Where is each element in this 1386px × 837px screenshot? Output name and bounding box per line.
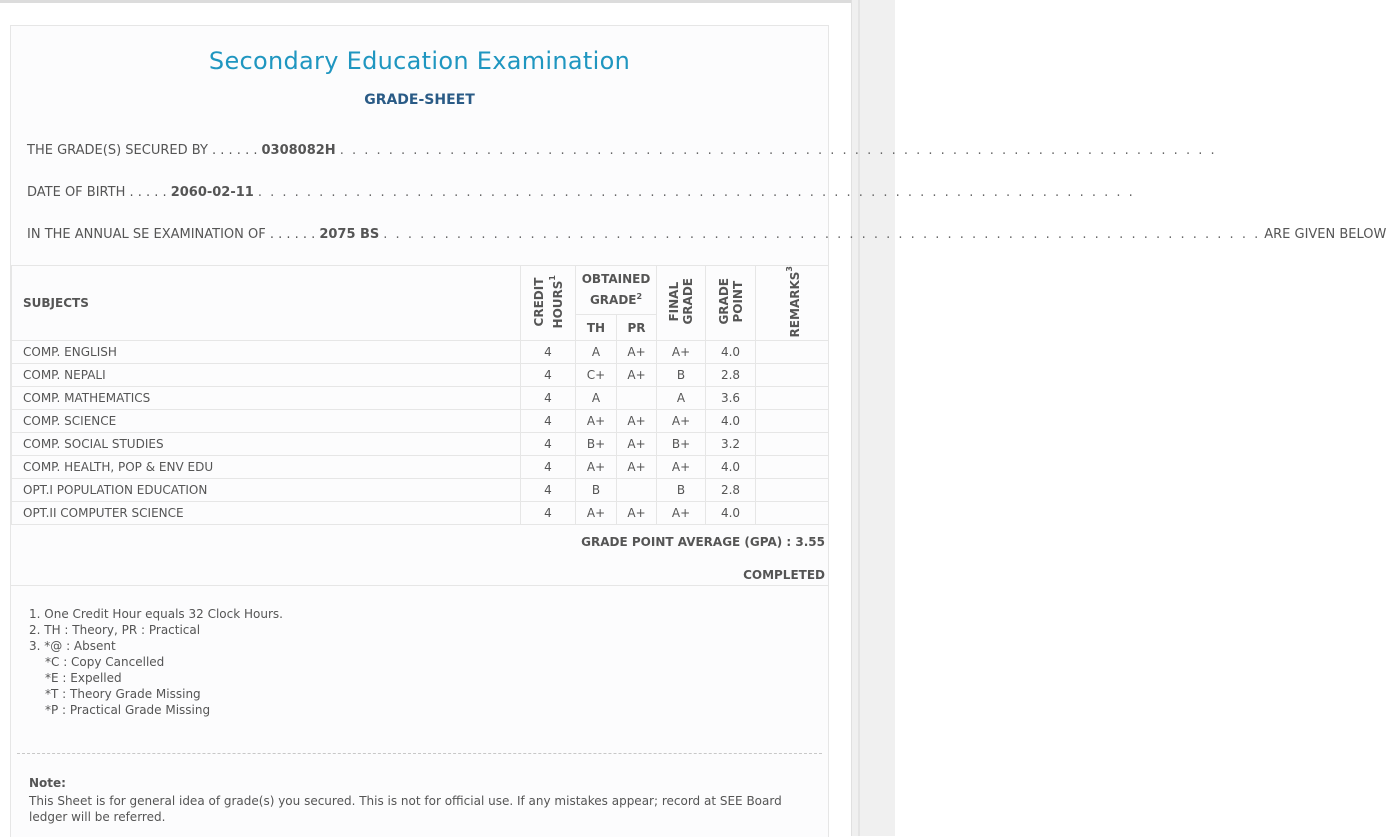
table-row — [12, 387, 829, 410]
pr-grade-cell: A+ — [617, 341, 657, 364]
credit-cell: 4 — [521, 410, 576, 433]
subject-cell: OPT.II COMPUTER SCIENCE — [12, 502, 521, 525]
pr-grade-cell — [617, 387, 657, 410]
pr-grade-cell: A+ — [617, 456, 657, 479]
subject-cell: COMP. MATHEMATICS — [12, 387, 521, 410]
grades-table — [11, 265, 829, 525]
grade-point-cell: 3.2 — [706, 433, 756, 456]
subject-cell: COMP. SCIENCE — [12, 410, 521, 433]
dob-value: 2060-02-11 — [170, 185, 254, 200]
subject-cell: COMP. HEALTH, POP & ENV EDU — [12, 456, 521, 479]
table-row — [12, 502, 829, 525]
pr-grade-cell: A+ — [617, 364, 657, 387]
secured-by-label: THE GRADE(S) SECURED BY . . . . . . — [27, 143, 258, 158]
grade-sheet-heading: GRADE-SHEET — [364, 92, 475, 108]
remarks-cell — [756, 341, 829, 364]
grade-sheet — [10, 25, 1386, 837]
pr-grade-cell: A+ — [617, 433, 657, 456]
grade-point-cell: 2.8 — [706, 479, 756, 502]
col-pr: PR — [617, 314, 657, 341]
final-grade-cell: B — [657, 479, 706, 502]
col-subjects: SUBJECTS — [12, 266, 521, 341]
scrollbar-line — [858, 0, 860, 836]
footnotes — [29, 606, 283, 718]
gpa-summary: GRADE POINT AVERAGE (GPA) : 3.55 — [581, 535, 825, 549]
grade-point-cell: 2.8 — [706, 364, 756, 387]
footnote: 3. *@ : Absent — [29, 639, 116, 653]
page — [0, 3, 1386, 836]
final-grade-cell: A+ — [657, 410, 706, 433]
subject-cell: COMP. NEPALI — [12, 364, 521, 387]
table-row — [12, 433, 829, 456]
secured-by-line — [27, 143, 1217, 158]
remarks-cell — [756, 364, 829, 387]
final-grade-cell: B — [657, 364, 706, 387]
pr-grade-cell: A+ — [617, 502, 657, 525]
grade-point-cell: 4.0 — [706, 502, 756, 525]
th-grade-cell: B+ — [576, 433, 617, 456]
grade-point-cell: 3.6 — [706, 387, 756, 410]
th-grade-cell: A — [576, 341, 617, 364]
table-row — [12, 410, 829, 433]
dob-label: DATE OF BIRTH . . . . . — [27, 185, 167, 200]
dashed-divider — [17, 753, 822, 754]
footnote: *C : Copy Cancelled — [45, 655, 165, 669]
pr-grade-cell — [617, 479, 657, 502]
credit-cell: 4 — [521, 341, 576, 364]
table-row — [12, 364, 829, 387]
final-grade-cell: A+ — [657, 502, 706, 525]
dob-line — [27, 185, 1135, 200]
grade-point-cell: 4.0 — [706, 410, 756, 433]
col-credit-hours: CREDIT HOURS$^1$ — [521, 266, 576, 341]
note-text: This Sheet is for general idea of grade(s) you secured. This is not for official use. If any mistakes appear; record at SEE Board ledger will be referred. — [29, 794, 782, 824]
exam-label: IN THE ANNUAL SE EXAMINATION OF . . . . . . — [27, 227, 316, 242]
credit-cell: 4 — [521, 433, 576, 456]
exam-year: 2075 BS — [319, 227, 380, 242]
th-grade-cell: A+ — [576, 456, 617, 479]
th-grade-cell: B — [576, 479, 617, 502]
final-grade-cell: A+ — [657, 341, 706, 364]
table-row — [12, 479, 829, 502]
symbol-number: 0308082H — [261, 143, 336, 158]
th-grade-cell: C+ — [576, 364, 617, 387]
col-grade-point: GRADE POINT — [706, 266, 756, 341]
credit-cell: 4 — [521, 364, 576, 387]
note-title: Note: — [29, 776, 66, 790]
final-grade-cell: A — [657, 387, 706, 410]
th-grade-cell: A+ — [576, 410, 617, 433]
table-row — [12, 341, 829, 364]
exam-title: Secondary Education Examination — [208, 47, 631, 75]
subject-cell: COMP. ENGLISH — [12, 341, 521, 364]
footnote: 1. One Credit Hour equals 32 Clock Hours. — [29, 607, 283, 621]
col-obtained-grade: OBTAINED GRADE$^2$ — [576, 266, 657, 315]
remarks-cell — [756, 387, 829, 410]
footnote: *E : Expelled — [45, 671, 122, 685]
remarks-cell — [756, 433, 829, 456]
credit-cell: 4 — [521, 387, 576, 410]
credit-cell: 4 — [521, 479, 576, 502]
col-th: TH — [576, 314, 617, 341]
grade-point-cell: 4.0 — [706, 341, 756, 364]
exam-line — [27, 227, 1386, 242]
remarks-cell — [756, 479, 829, 502]
section-divider — [11, 585, 828, 586]
subject-cell: COMP. SOCIAL STUDIES — [12, 433, 521, 456]
credit-cell: 4 — [521, 502, 576, 525]
exam-tail: ARE GIVEN BELOW — [1264, 227, 1386, 242]
remarks-cell — [756, 410, 829, 433]
th-grade-cell: A+ — [576, 502, 617, 525]
dotted-leader: . . . . . . . . . . . . . . . . . . . . . . . . . . . . . . . . . . . . . . . . . . . . . . . . . . . . . . . . . . . . . . . . . . . . . . . . — [383, 227, 1261, 242]
scrollbar-track[interactable] — [851, 0, 895, 836]
final-grade-cell: B+ — [657, 433, 706, 456]
dotted-leader: . . . . . . . . . . . . . . . . . . . . . . . . . . . . . . . . . . . . . . . . . . . . . . . . . . . . . . . . . . . . . . . . . . . . . . . . — [257, 185, 1135, 200]
th-grade-cell: A — [576, 387, 617, 410]
footnote: *T : Theory Grade Missing — [45, 687, 201, 701]
col-final-grade: FINAL GRADE — [657, 266, 706, 341]
subject-cell: OPT.I POPULATION EDUCATION — [12, 479, 521, 502]
result-status: COMPLETED — [743, 568, 825, 582]
remarks-cell — [756, 502, 829, 525]
credit-cell: 4 — [521, 456, 576, 479]
footnote: *P : Practical Grade Missing — [45, 703, 211, 717]
table-row — [12, 456, 829, 479]
remarks-cell — [756, 456, 829, 479]
col-remarks: REMARKS$^3$ — [756, 266, 829, 341]
final-grade-cell: A+ — [657, 456, 706, 479]
grade-point-cell: 4.0 — [706, 456, 756, 479]
pr-grade-cell: A+ — [617, 410, 657, 433]
dotted-leader: . . . . . . . . . . . . . . . . . . . . . . . . . . . . . . . . . . . . . . . . . . . . . . . . . . . . . . . . . . . . . . . . . . . . . . . . — [339, 143, 1217, 158]
footnote: 2. TH : Theory, PR : Practical — [29, 623, 201, 637]
